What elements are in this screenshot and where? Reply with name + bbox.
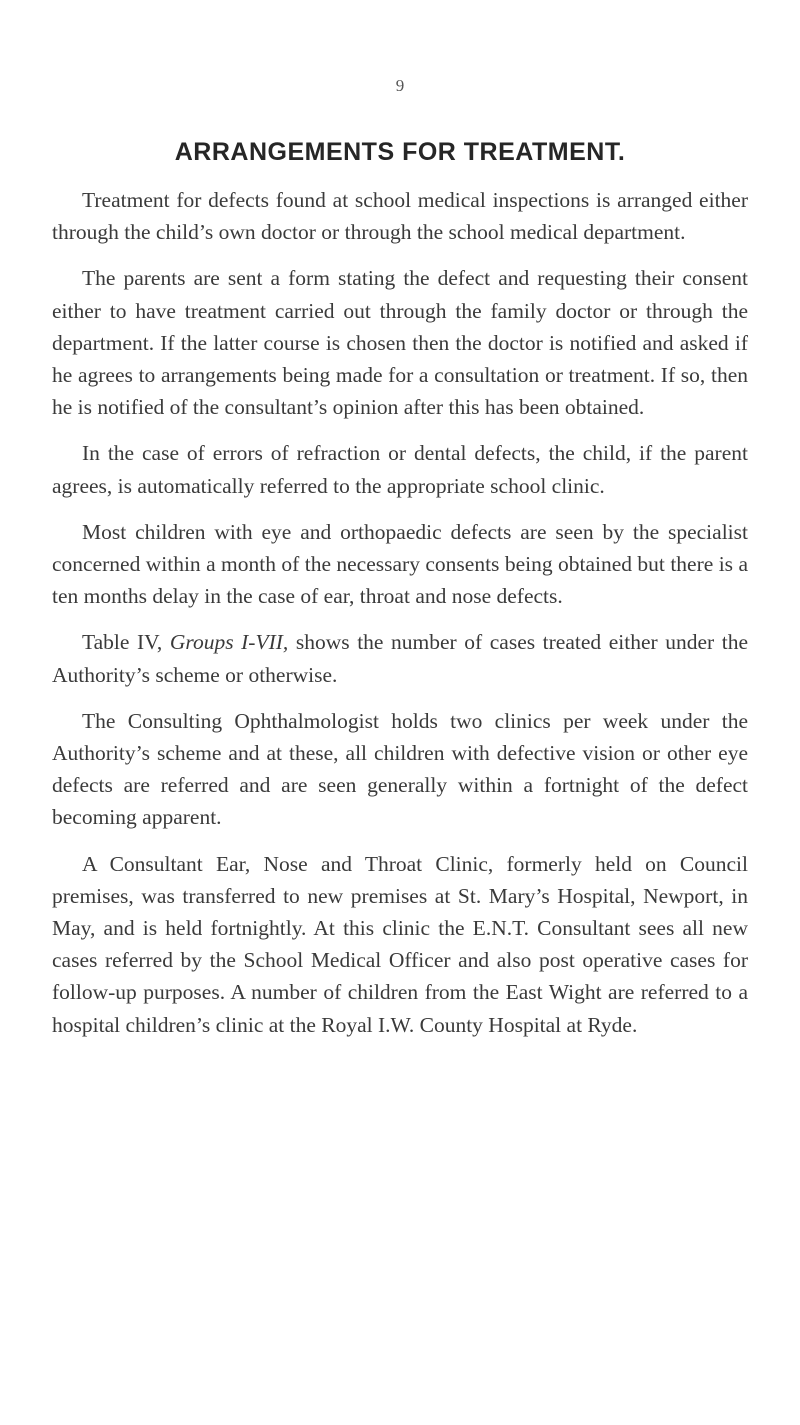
paragraph-ophthalmologist: The Consulting Ophthalmologist holds two clinics per week under the Authority’s scheme and at these, all children with defective vision or other eye defects are referred and are seen generally within a fortnight of the defect becoming apparent. xyxy=(52,708,748,830)
paragraph-table-iv-after: shows the number of cases treated either under the Authority’s scheme or otherwise. xyxy=(52,630,749,687)
paragraph-eye-orthopaedic: Most children with eye and orthopaedic defects are seen by the specialist concerned within a month of the necessary consents being obtained but there is a ten months delay in the case of ear, throat and nose defects. xyxy=(52,519,748,609)
paragraph-table-iv-italic: Groups I-VII, xyxy=(169,630,289,655)
body-text xyxy=(52,184,748,1055)
paragraph-table-iv-before: Table IV, xyxy=(82,630,170,655)
paragraph-ent-clinic: A Consultant Ear, Nose and Throat Clinic, formerly held on Council premises, was transferred to new premises at St. Mary’s Hospital, Newport, in May, and is held fortnightly. At this clinic the E.N.T. Consultant sees all new cases referred by the School Medical Officer and also post operative cases for follow-up purposes. A number of children from the East Wight are referred to a hospital children’s clinic at the Royal I.W. County Hospital at Ryde. xyxy=(52,851,748,1037)
section-heading: ARRANGEMENTS FOR TREATMENT. xyxy=(174,138,626,166)
page-number: 9 xyxy=(395,76,405,95)
paragraph-treatment-defects: Treatment for defects found at school medical inspections is arranged either through the child’s own doctor or through the school medical department. xyxy=(52,188,748,245)
paragraph-table-iv xyxy=(52,626,748,690)
paragraph-parents-consent: The parents are sent a form stating the defect and requesting their consent either to have treatment carried out through the family doctor or through the department. If the latter course is chosen then the doctor is notified and asked if he agrees to arrangements being made for a consultation or treatment. If so, then he is notified of the consultant’s opinion after this has been obtained. xyxy=(52,266,748,420)
paragraph-refraction-dental: In the case of errors of refraction or dental defects, the child, if the parent agrees, is automatically referred to the appropriate school clinic. xyxy=(52,441,748,498)
